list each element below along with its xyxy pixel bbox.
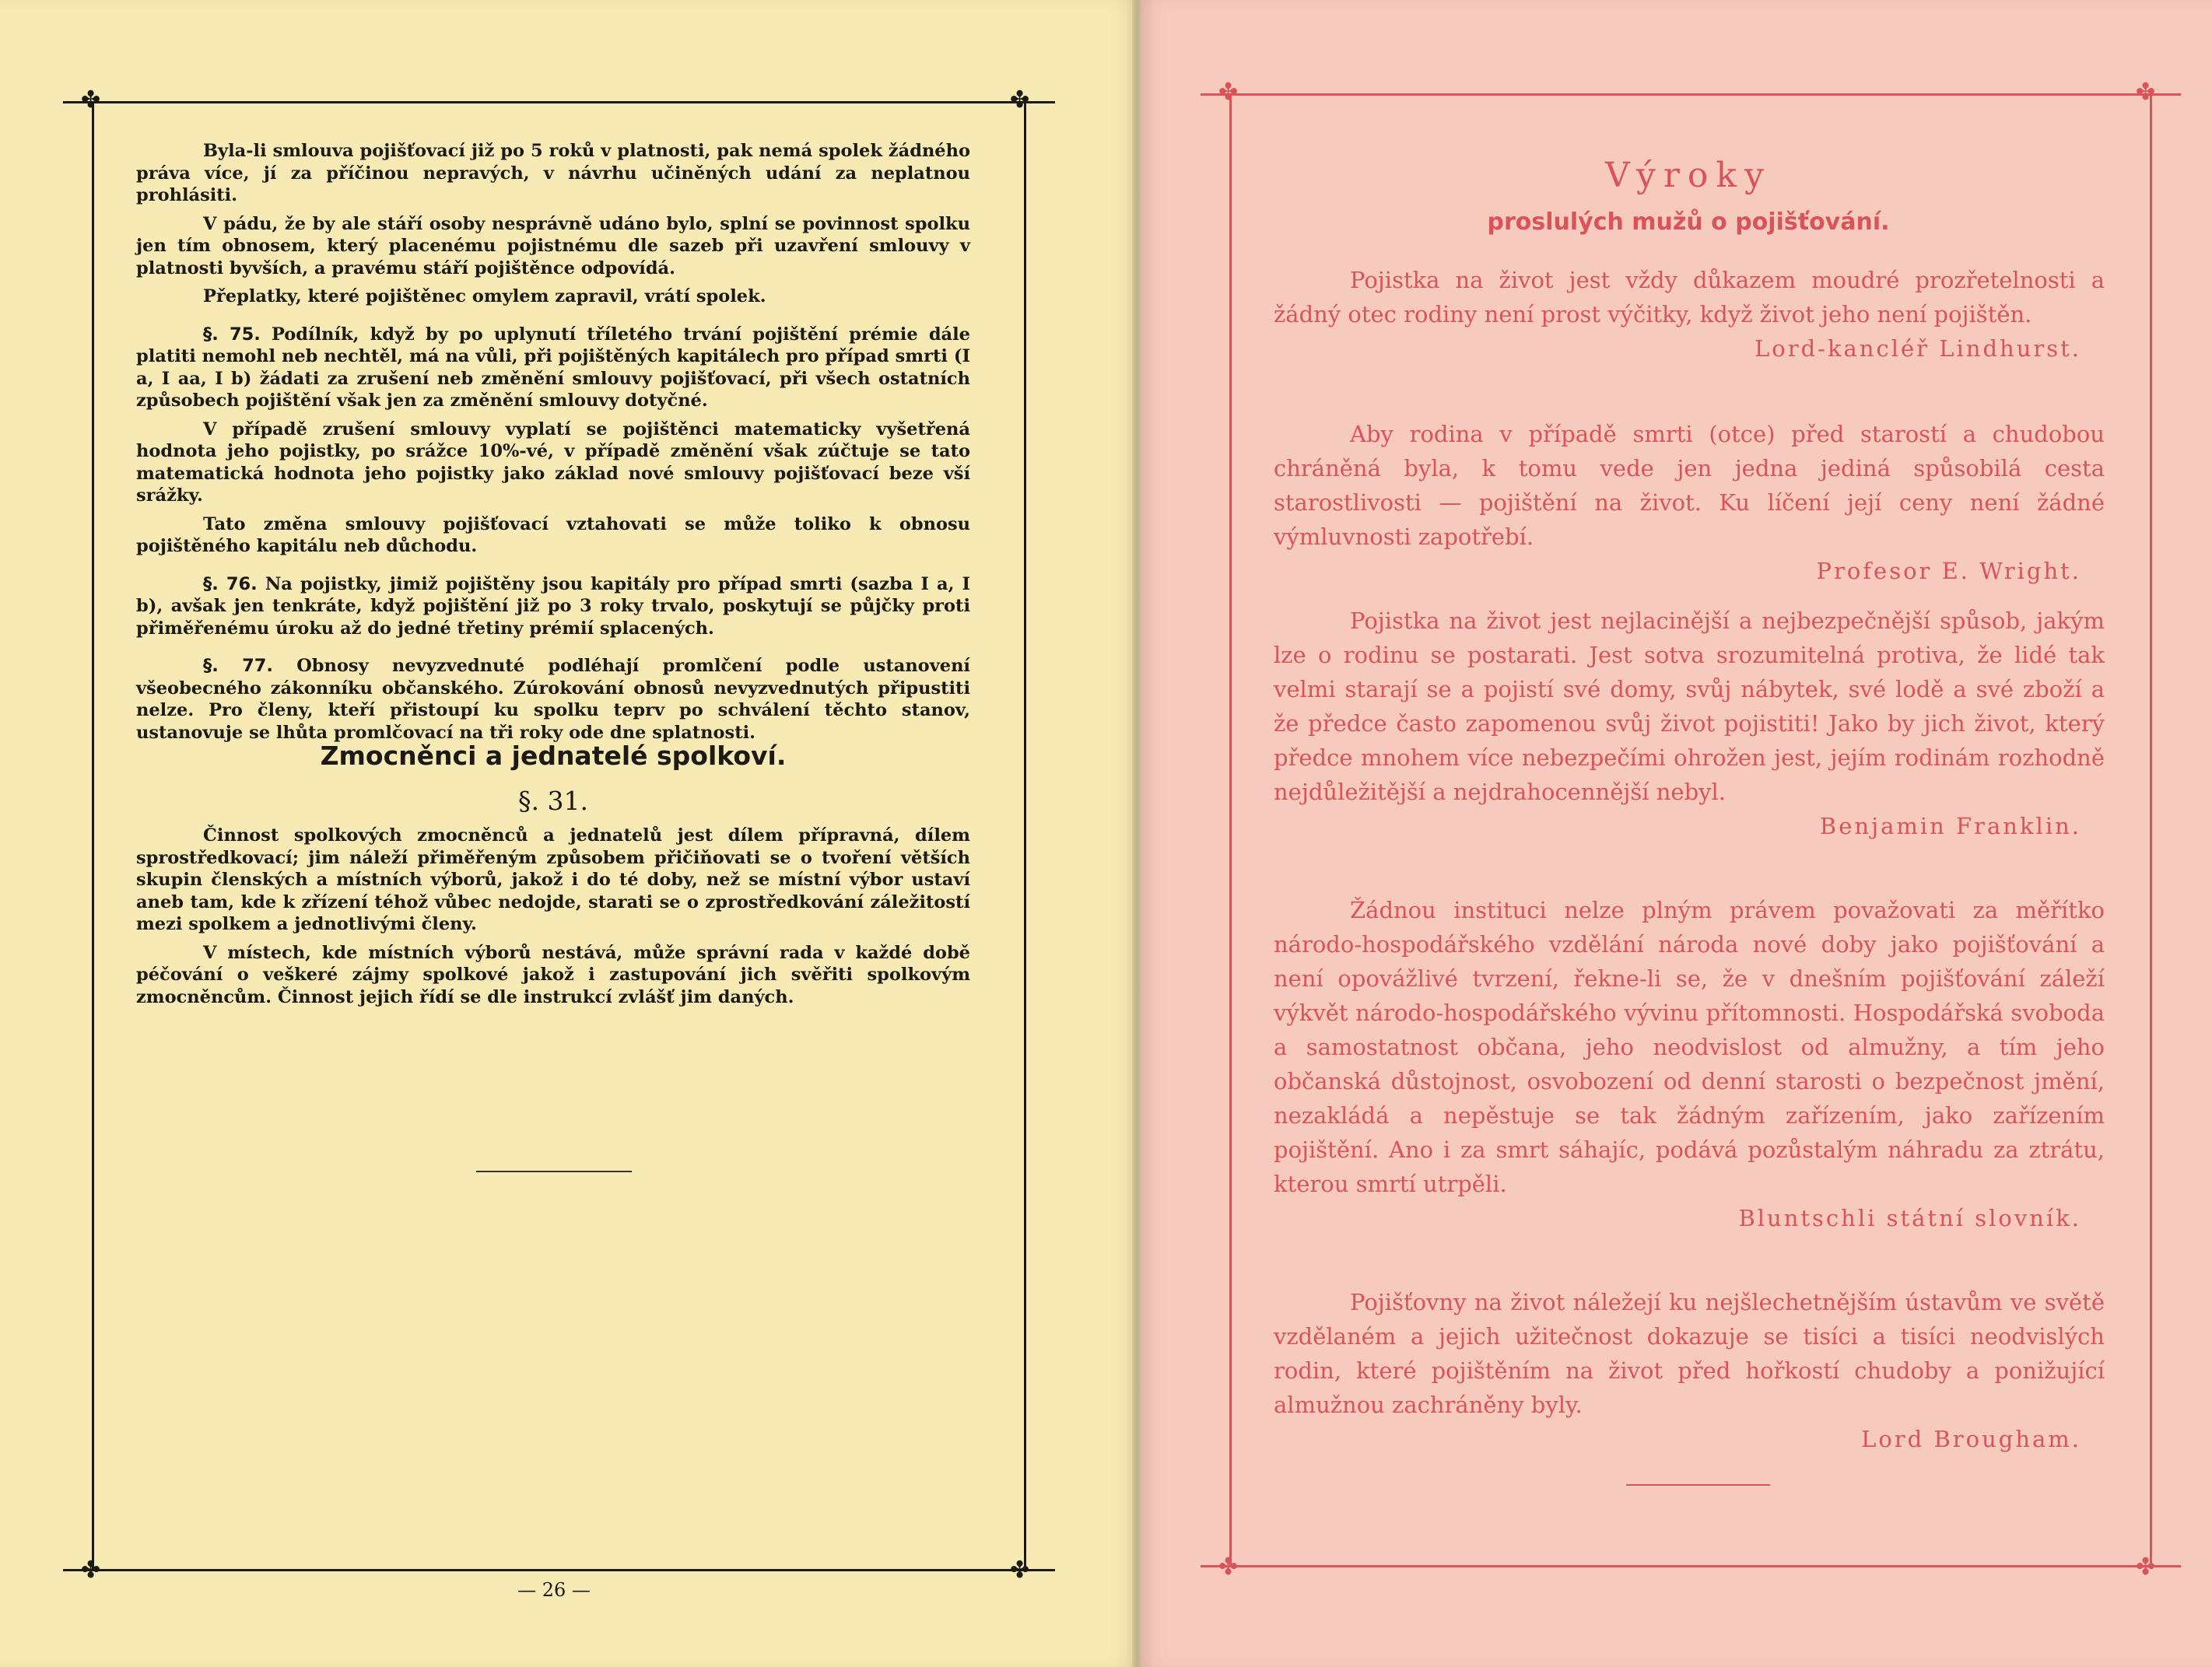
border-top-line [63, 101, 1055, 103]
paragraph: V případě zrušení smlouvy vyplatí se pojištěnci matematicky vyšetřená hodnota jeho pojistky, po srážce 10%-vé, v případě změnění však zúčtuje se tato matematická hodnota jeho pojistky jako základ nové smlouvy pojišťovací beze vší srážky. [136, 419, 970, 506]
left-body-text-2 [136, 825, 970, 1014]
paragraph-section-75 [136, 324, 970, 412]
quote-text: Žádnou instituci nelze plným právem považovati za měřítko národo-hospodářského vzdělání národa nové doby jako pojišťování a není opovážlivé tvrzení, řekne-li se, že v dnešním pojišťování záleží výkvět národo-hospodářského vývinu přítomnosti. Hospodářská svoboda a samostatnost občana, jeho neodvislost od almužny, a tím jeho občanská důstojnost, osvobození od denní starosti o bezpečnost jmění, nezakládá a nepěstuje se tak žádným zařízením, jako zařízením pojištění. Ano i za smrt sáhajíc, podává pozůstalým náhradu za ztrátu, kterou smrtí utrpěli. [1274, 897, 2105, 1197]
paragraph: Tato změna smlouvy pojišťovací vztahovati se může toliko k obnosu pojištěného kapitálu neb důchodu. [136, 513, 970, 556]
corner-ornament-icon: ✤ [81, 1557, 101, 1584]
quote-author: Lord Brougham. [1861, 1426, 2081, 1452]
page-title: Výroky [1605, 156, 1772, 195]
corner-ornament-icon: ✤ [2136, 79, 2156, 106]
section-heading: Zmocněnci a jednatelé spolkoví. [320, 741, 787, 771]
quote-block [1274, 1285, 2105, 1456]
quote-block [1274, 417, 2105, 588]
quote-author: Bluntschli státní slovník. [1738, 1205, 2081, 1231]
quote-text: Aby rodina v případě smrti (otce) před starostí a chudobou chráněná byla, k tomu vede jen jedna jediná spůsobilá cesta starostlivosti — pojištění na život. Ku líčení její ceny není žádné výmluvnosti zapotřebí. [1274, 421, 2105, 550]
divider-rule [1626, 1484, 1770, 1486]
border-bottom-line [63, 1569, 1055, 1571]
left-body-text [136, 140, 970, 750]
corner-ornament-icon: ✤ [1010, 86, 1030, 114]
quote-block [1274, 893, 2105, 1235]
quote-block [1274, 263, 2105, 366]
quote-author: Lord-kancléř Lindhurst. [1755, 335, 2081, 362]
paragraph: V pádu, že by ale stáří osoby nesprávně udáno bylo, splní se povinnost spolku jen tím obnosem, který placenému pojistnému dle sazeb při uzavření smlouvy v platnosti byvších, a pravému stáří pojištěnce odpovídá. [136, 213, 970, 278]
corner-ornament-icon: ✤ [1218, 79, 1239, 106]
paragraph-section-76 [136, 573, 970, 640]
corner-ornament-icon: ✤ [2136, 1553, 2156, 1581]
corner-ornament-icon: ✤ [81, 86, 101, 114]
section-number: §. 77. [203, 656, 273, 676]
quote-text: Pojišťovny na život náležejí ku nejšlechetnějším ústavům ve světě vzdělaném a jejich užitečnost dokazuje se tisíci a tisíci neodvislých rodin, které pojištěním na život před hořkostí chudoby a ponižující almužnou zachráněny byly. [1274, 1289, 2105, 1418]
border-top-line [1201, 93, 2181, 96]
paragraph: Činnost spolkových zmocněnců a jednatelů jest dílem přípravná, dílem sprostředkovací; jim náleží přiměřeným způsobem přičiňovati se o tvoření větších skupin členských a místních výborů, jakož i do té doby, než se místní výbor ustaví aneb tam, kde k zřízení téhož vůbec nedojde, starati se o zprostředkování záležitostí mezi spolkem a jednotlivými členy. [136, 825, 970, 934]
section-number: §. 76. [203, 573, 258, 594]
corner-ornament-icon: ✤ [1218, 1553, 1239, 1581]
paragraph: Byla-li smlouva pojišťovací již po 5 roků v platnosti, pak nemá spolek žádného práva více, jí za příčinou nepravých, v návrhu učiněných udání za neplatnou prohlásiti. [136, 141, 970, 205]
quote-author: Profesor E. Wright. [1816, 558, 2081, 584]
quote-text: Pojistka na život jest vždy důkazem moudré prozřetelnosti a žádný otec rodiny není prost výčitky, když život jeho není pojištěn. [1274, 267, 2105, 327]
page-number: — 26 — [517, 1579, 591, 1601]
section-number-heading: §. 31. [518, 786, 588, 816]
section-text: Podílník, když by po uplynutí tříletého trvání pojištění prémie dále platiti nemohl neb nechtěl, má na vůli, při pojištěných kapitálech pro případ smrti (I a, I aa, I b) žádati za zrušení neb změnění smlouvy pojišťovací, při všech ostatních způsobech pojištění však jen za změnění smlouvy dotyčné. [136, 324, 970, 411]
paragraph: Přeplatky, které pojištěnec omylem zapravil, vrátí spolek. [203, 286, 766, 306]
border-bottom-line [1201, 1565, 2181, 1567]
page-subtitle: proslulých mužů o pojišťování. [1487, 208, 1890, 236]
section-text: Na pojistky, jimiž pojištěny jsou kapitály pro případ smrti (sazba I a, I b), avšak jen tenkráte, když pojištění již po 3 roky trvalo, poskytují se půjčky proti přiměřenému úroku až do jedné třetiny prémií splacených. [136, 573, 970, 639]
section-number: §. 75. [203, 324, 261, 345]
corner-ornament-icon: ✤ [1010, 1557, 1030, 1584]
section-text: Obnosy nevyzvednuté podléhají promlčení podle ustanovení všeobecného zákonníku občanského. Zúrokování obnosů nevyzvednutých připustiti nelze. Pro členy, kteří přistoupí ku spolku teprv po schválení těchto stanov, ustanovuje se lhůta promlčovací na tři roky ode dne splatnosti. [136, 656, 970, 743]
paragraph-section-77 [136, 655, 970, 744]
divider-rule [476, 1171, 632, 1172]
quote-author: Benjamin Franklin. [1819, 813, 2081, 839]
paragraph: V místech, kde místních výborů nestává, může správní rada v každé době péčování o veškeré zájmy spolkové jakož i zastupování jich svěřiti spolkovým zmocněncům. Činnost jejich řídí se dle instrukcí zvlášť jim daných. [136, 942, 970, 1007]
quote-text: Pojistka na život jest nejlacinější a nejbezpečnější spůsob, jakým lze o rodinu se postarati. Jest sotva srozumitelná protiva, že lidé tak velmi starají se a pojistí své domy, svůj nábytek, své lodě a své zboží a že předce často zapomenou svůj život pojistiti! Jako by jich život, který předce mnohem více nebezpečími ohrožen jest, jejím rodinám rozhodně nejdůležitější a nejdrahocennější nebyl. [1274, 608, 2105, 805]
quote-block [1274, 604, 2105, 843]
